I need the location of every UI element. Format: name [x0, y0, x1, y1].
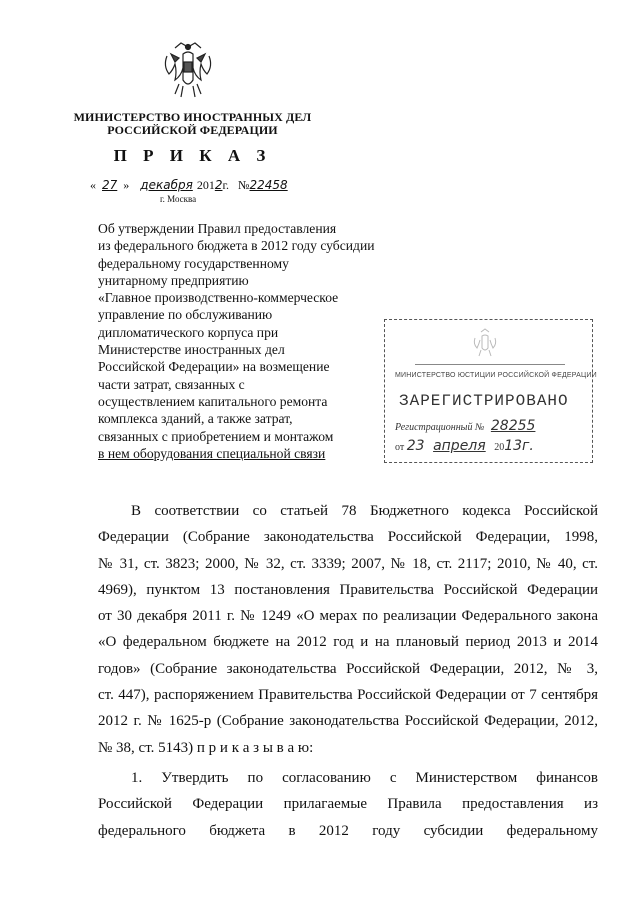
subject-line: дипломатического корпуса при: [98, 324, 279, 340]
item-line: Российской Федерации прилагаемые Правила предоставления из: [98, 796, 598, 813]
date-year-suffix: 2: [214, 178, 223, 192]
subject-line: в нем оборудования специальной связи: [98, 445, 326, 461]
stamp-registered: ЗАРЕГИСТРИРОВАНО: [399, 392, 569, 410]
stamp-regnum-value: 28255: [490, 418, 536, 434]
subject-line: Министерстве иностранных дел: [98, 342, 285, 358]
subject-line: комплекса зданий, а также затрат,: [98, 411, 293, 427]
date-open-quote: «: [90, 178, 96, 192]
subject-line: Российской Федерации» на возмещение: [98, 359, 330, 375]
stamp-date-year: 20: [494, 442, 505, 453]
order-item-1: [98, 765, 598, 844]
date-year-abbr: г.: [222, 178, 230, 192]
subject-line: осуществлением капитального ремонта: [98, 393, 328, 409]
body-line: годов» (Собрание законодательства Российской Федерации, 2012, № 3,: [98, 660, 598, 677]
item-line: федерального бюджета в 2012 году субсидии федеральному: [98, 822, 598, 839]
subject-line: управление по обслуживанию: [98, 307, 273, 323]
body-line: В соответствии со статьей 78 Бюджетного кодекса Российской: [131, 503, 598, 519]
subject-line: из федерального бюджета в 2012 году субсидии: [98, 238, 375, 254]
stamp-date-day: 23: [406, 438, 425, 454]
registration-stamp: [384, 319, 597, 463]
order-date-number: [90, 178, 300, 193]
body-line: ст. 447), распоряжением Правительства Российской Федерации от 7 сентября: [98, 687, 598, 704]
number-sign: №: [238, 178, 250, 192]
ministry-name-line1: МИНИСТЕРСТВО ИНОСТРАННЫХ ДЕЛ: [73, 110, 312, 124]
ministry-name-line2: РОССИЙСКОЙ ФЕДЕРАЦИИ: [107, 123, 278, 137]
body-line: № 38, ст. 5143) п р и к а з ы в а ю:: [98, 739, 314, 756]
stamp-regnum-label: Регистрационный №: [395, 422, 485, 433]
body-line: от 30 декабря 2011 г. № 1249 «О мерах по реализации Федерального закона: [98, 608, 598, 625]
body-line: № 31, ст. 3823; 2000, № 32, ст. 3339; 2007, № 18, ст. 2117; 2010, № 40, ст.: [98, 555, 598, 572]
body-line: «О федеральном бюджете на 2012 год и на плановый период 2013 и 2014: [98, 634, 598, 651]
stamp-date-year-hw: 13г.: [504, 438, 534, 454]
subject-line: связанных с приобретением и монтажом: [98, 428, 334, 444]
subject-line: федеральному государственному: [98, 255, 289, 271]
stamp-divider: [415, 364, 565, 365]
state-emblem-icon: [161, 40, 215, 100]
city-label: г. Москва: [160, 194, 197, 204]
date-close-quote: »: [123, 178, 130, 192]
subject-line: Об утверждении Правил предоставления: [98, 221, 337, 236]
stamp-registration-number: [395, 418, 535, 434]
preamble-paragraph: [98, 498, 598, 761]
order-subject: [98, 220, 378, 462]
stamp-date-from: от: [395, 442, 405, 453]
stamp-date-month: апреля: [433, 438, 486, 454]
stamp-ministry: МИНИСТЕРСТВО ЮСТИЦИИ РОССИЙСКОЙ ФЕДЕРАЦИИ: [395, 372, 597, 379]
subject-line: унитарному предприятию: [98, 272, 249, 288]
stamp-date: [395, 438, 534, 454]
date-day: 27: [102, 178, 118, 192]
body-line: Федерации (Собрание законодательства Российской Федерации, 1998,: [98, 529, 598, 546]
order-number: 22458: [249, 178, 288, 192]
item-line: 1. Утвердить по согласованию с Министерством финансов: [131, 770, 598, 786]
body-line: 2012 г. № 1625-р (Собрание законодательства Российской Федерации, 2012,: [98, 713, 598, 730]
subject-line: части затрат, связанных с: [98, 376, 245, 392]
date-year-prefix: 201: [196, 178, 215, 192]
stamp-emblem-icon: [471, 328, 499, 358]
subject-line: «Главное производственно-коммерческое: [98, 290, 339, 306]
date-month: декабря: [140, 178, 193, 192]
body-line: 4969), пунктом 13 постановления Правительства Российской Федерации: [98, 581, 598, 598]
order-title: П Р И К А З: [113, 146, 272, 165]
